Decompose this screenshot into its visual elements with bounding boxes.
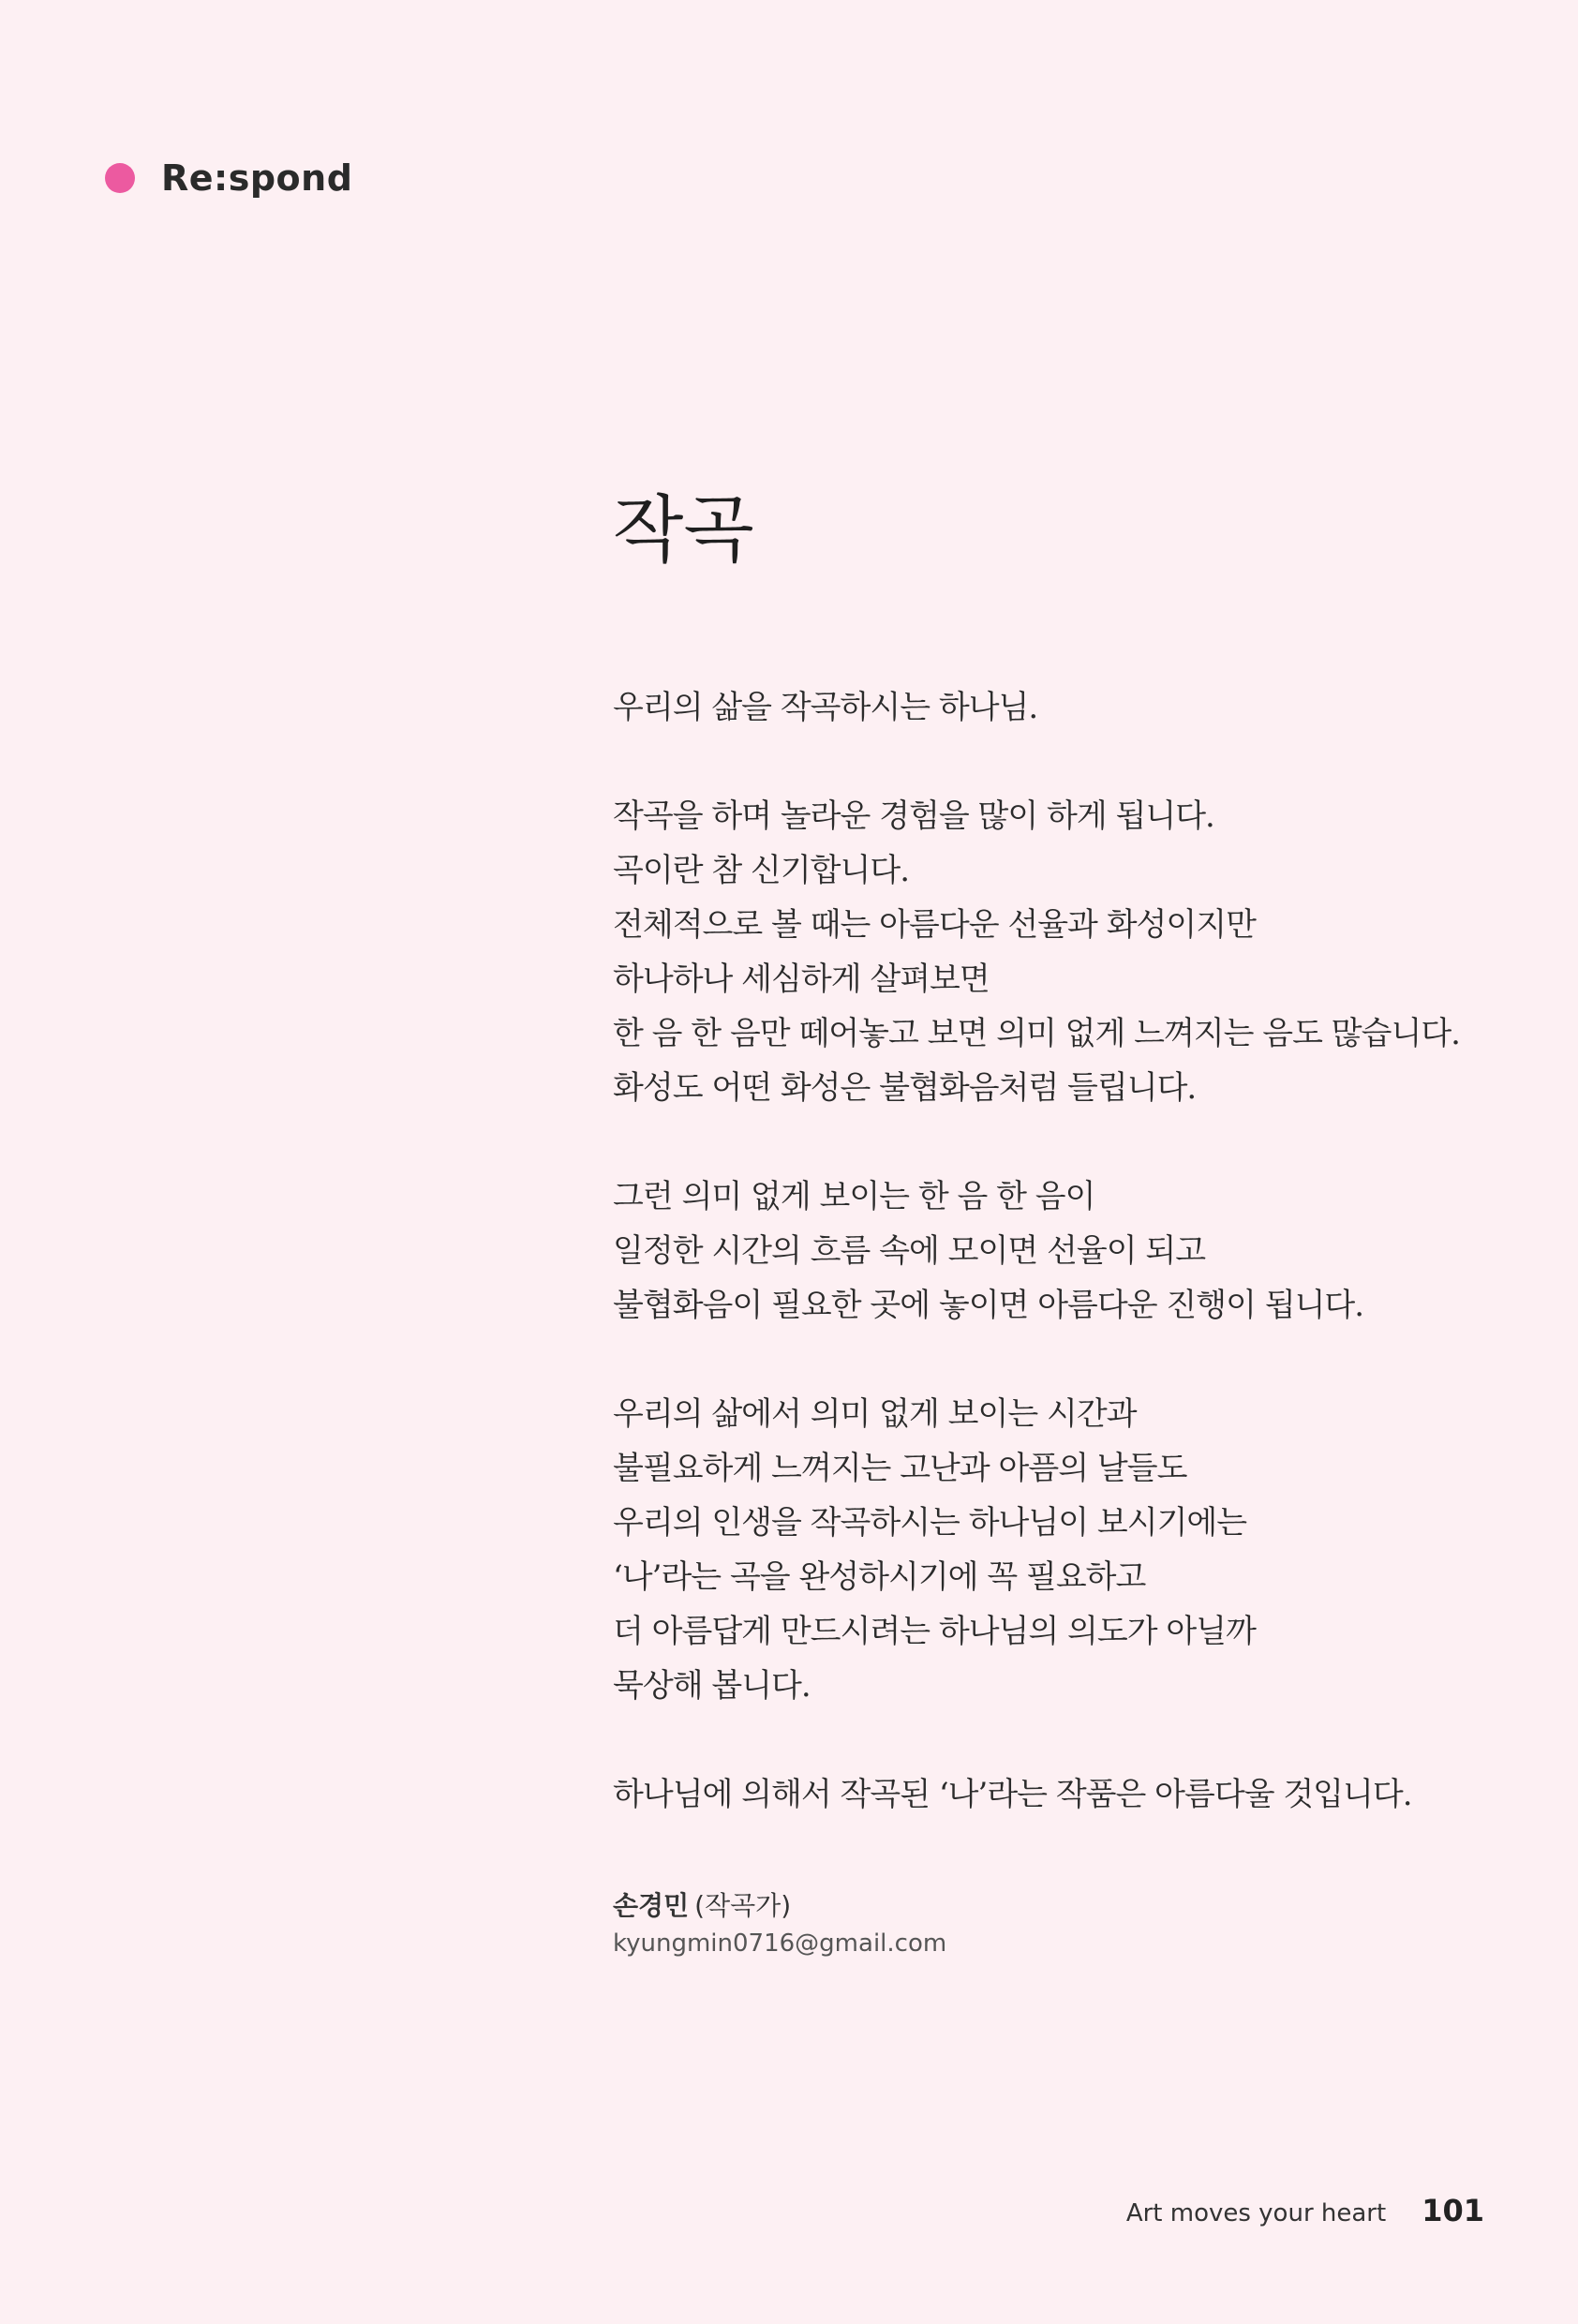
poem-line: 화성도 어떤 화성은 불협화음처럼 들립니다. <box>613 1068 1197 1107</box>
section-tag <box>105 157 352 199</box>
author-name: 손경민 <box>613 1889 690 1921</box>
poem-line: ‘나’라는 곡을 완성하시기에 꼭 필요하고 <box>613 1557 1146 1596</box>
page-number: 101 <box>1422 2193 1484 2228</box>
poem-line: 그런 의미 없게 보이는 한 음 한 음이 <box>613 1177 1095 1215</box>
section-dot-icon <box>105 163 135 193</box>
footer-tagline: Art moves your heart <box>1125 2199 1387 2227</box>
poem-stanza <box>613 1387 1531 1713</box>
poem-stanza <box>613 1767 1531 1822</box>
poem-line: 우리의 삶에서 의미 없게 보이는 시간과 <box>613 1394 1137 1433</box>
poem-line: 일정한 시간의 흐름 속에 모이면 선율이 되고 <box>613 1231 1206 1270</box>
poem-line: 더 아름답게 만드시려는 하나님의 의도가 아닐까 <box>613 1612 1256 1650</box>
poem-line: 하나님에 의해서 작곡된 ‘나’라는 작품은 아름다울 것입니다. <box>613 1775 1412 1813</box>
poem-body <box>613 680 1531 1822</box>
poem-stanza <box>613 789 1531 1115</box>
poem-stanza <box>613 680 1531 735</box>
author-email-link[interactable]: kyungmin0716@gmail.com <box>613 1929 947 1958</box>
poem-line: 전체적으로 볼 때는 아름다운 선율과 화성이지만 <box>613 905 1256 944</box>
poem-line: 불필요하게 느껴지는 고난과 아픔의 날들도 <box>613 1449 1187 1487</box>
poem-line: 우리의 삶을 작곡하시는 하나님. <box>613 688 1038 726</box>
poem-stanza <box>613 1169 1531 1333</box>
article-title: 작곡 <box>613 488 754 573</box>
poem-line: 한 음 한 음만 떼어놓고 보면 의미 없게 느껴지는 음도 많습니다. <box>613 1014 1460 1052</box>
author-row <box>613 1887 1531 1925</box>
poem-line: 우리의 인생을 작곡하시는 하나님이 보시기에는 <box>613 1503 1247 1542</box>
poem-line: 하나하나 세심하게 살펴보면 <box>613 960 990 998</box>
author-role: (작곡가) <box>694 1889 792 1921</box>
poem-line: 곡이란 참 신기합니다. <box>613 851 910 889</box>
section-label: Re:spond <box>161 157 353 199</box>
article <box>613 487 1531 1962</box>
poem-line: 작곡을 하며 놀라운 경험을 많이 하게 됩니다. <box>613 797 1214 835</box>
page-footer <box>1126 2193 1484 2228</box>
author-block <box>613 1887 1531 1962</box>
poem-line: 불협화음이 필요한 곳에 놓이면 아름다운 진행이 됩니다. <box>613 1286 1364 1324</box>
poem-line: 묵상해 봅니다. <box>613 1666 811 1705</box>
